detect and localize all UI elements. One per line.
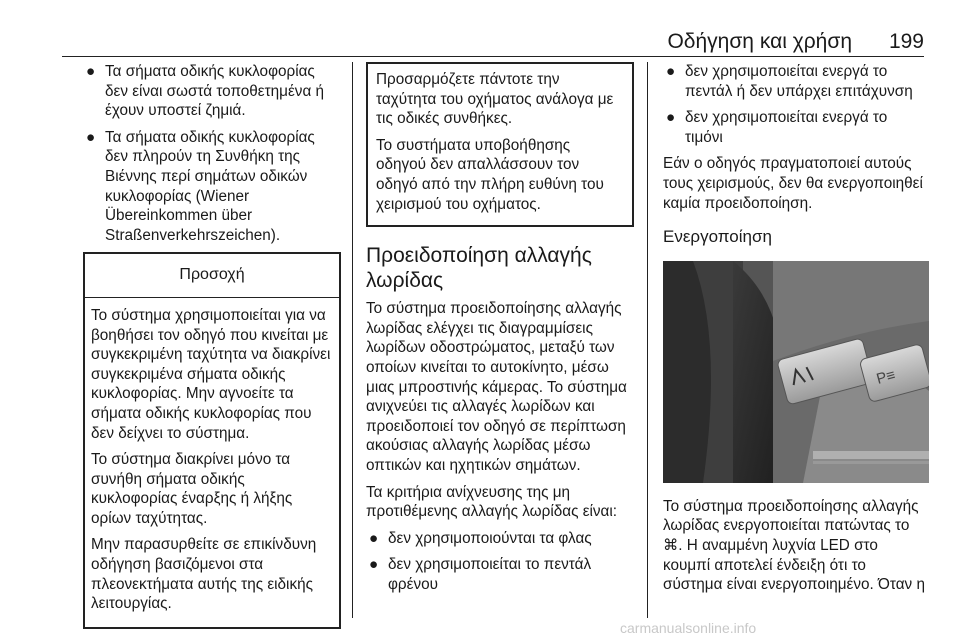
header-rule: [62, 56, 924, 57]
list-item-text: Τα σήματα οδικής κυκλοφορίας δεν πληρούν τη Συνθήκη της Βιέννης περί σημάτων οδικών κυκλοφορίας (Wiener Übereinkommen über Straßenverkehrszeichen).: [105, 128, 315, 244]
caution-box: [83, 252, 341, 629]
column-3: [663, 62, 929, 602]
list-item-text: δεν χρησιμοποιούνται τα φλας: [388, 529, 592, 547]
page-number: 199: [888, 30, 924, 53]
bullet-icon: ●: [369, 529, 379, 547]
caution-paragraph: Το σύστημα χρησιμοποιείται για να βοηθήσει τον οδηγό που κινείται με συγκεκριμένη ταχύτητα να διακρίνει συγκεκριμένα σήματα οδικής κυκλοφορίας. Μην αγνοείτε τα σήματα οδικής κυκλοφορίας που δεν δείχνει το σύστημα.: [91, 306, 331, 442]
list-item: [366, 555, 634, 594]
list-item: [83, 128, 341, 246]
body-paragraph: Το σύστημα προειδοποίησης αλλαγής λωρίδας ελέγχει τις διαγραμμίσεις λωρίδων οδοστρώματος, μεταξύ των οποίων κινείται το αυτοκίνητο, μέσω μιας μπροστινής κάμερας. Το σύστημα ανιχνεύει τις αλλαγές λωρίδων και προειδοποιεί τον οδηγό σε περίπτωση ακούσιας αλλαγής λωρίδας μέσω οπτικών και ηχητικών σημάτων.: [366, 300, 627, 474]
list-item: [366, 529, 634, 549]
bullet-icon: ●: [666, 63, 676, 80]
park-assist-label: P≡: [874, 366, 898, 388]
bullet-icon: ●: [666, 109, 676, 127]
notice-paragraph: Το συστήματα υποβοήθησης οδηγού δεν απαλλάσσουν τον οδηγό από την πλήρη ευθύνη του χειρισμού του οχήματος.: [376, 136, 604, 213]
body-paragraph: Το σύστημα προειδοποίησης αλλαγής λωρίδας ενεργοποιείται πατώντας το ⌘. Η αναμμένη λυχνία LED στο κουμπί αποτελεί ένδειξη ότι το σύστημα είναι ενεργοποιημένο. Όταν η: [663, 497, 925, 594]
column-1: [83, 62, 341, 629]
list-item-text: δεν χρησιμοποιείται ενεργά το τιμόνι: [685, 109, 888, 146]
caution-paragraph: Μην παρασυρθείτε σε επικίνδυνη οδήγηση βασιζόμενοι στα πλεονεκτήματα αυτής της ειδικής λειτουργίας.: [91, 536, 317, 613]
list-item: [663, 62, 929, 101]
watermark-text: carmanualsonline.info: [620, 620, 757, 636]
list-item-text: δεν χρησιμοποιείται το πεντάλ φρένου: [388, 556, 592, 593]
caution-title: Προσοχή: [85, 254, 339, 298]
dashboard-button-photo: [663, 261, 929, 483]
body-paragraph: Εάν ο οδηγός πραγματοποιεί αυτούς τους χειρισμούς, δεν θα ενεργοποιηθεί καμία προειδοποίηση.: [663, 155, 923, 212]
list-item-text: δεν χρησιμοποιείται ενεργά το πεντάλ ή δεν υπάρχει επιτάχυνση: [685, 63, 913, 100]
running-header-title: Οδήγηση και χρήση: [667, 30, 852, 53]
bullet-icon: ●: [369, 556, 379, 574]
list-item: [663, 108, 929, 147]
column-divider-2: [647, 62, 648, 618]
sub-heading: Ενεργοποίηση: [663, 227, 772, 247]
bullet-icon: ●: [86, 63, 96, 80]
column-2: [366, 62, 634, 601]
section-heading: Προειδοποίηση αλλαγής λωρίδας: [366, 244, 592, 293]
column-divider-1: [352, 62, 353, 618]
bullet-icon: ●: [86, 128, 96, 146]
caution-body: [85, 298, 339, 627]
notice-box: [366, 62, 634, 227]
body-paragraph: Τα κριτήρια ανίχνευσης της μη προτιθέμενης αλλαγής λωρίδας είναι:: [366, 483, 618, 521]
list-item: [83, 62, 341, 121]
list-item-text: Τα σήματα οδικής κυκλοφορίας δεν είναι σωστά τοποθετημένα ή έχουν υποστεί ζημιά.: [105, 63, 325, 120]
caution-paragraph: Το σύστημα διακρίνει μόνο τα συνήθη σήματα οδικής κυκλοφορίας έναρξης ή λήξης ορίων ταχύτητας.: [91, 451, 293, 527]
notice-paragraph: Προσαρμόζετε πάντοτε την ταχύτητα του οχήματος ανάλογα με τις οδικές συνθήκες.: [376, 71, 614, 128]
dashboard-button-illustration: [663, 261, 929, 483]
